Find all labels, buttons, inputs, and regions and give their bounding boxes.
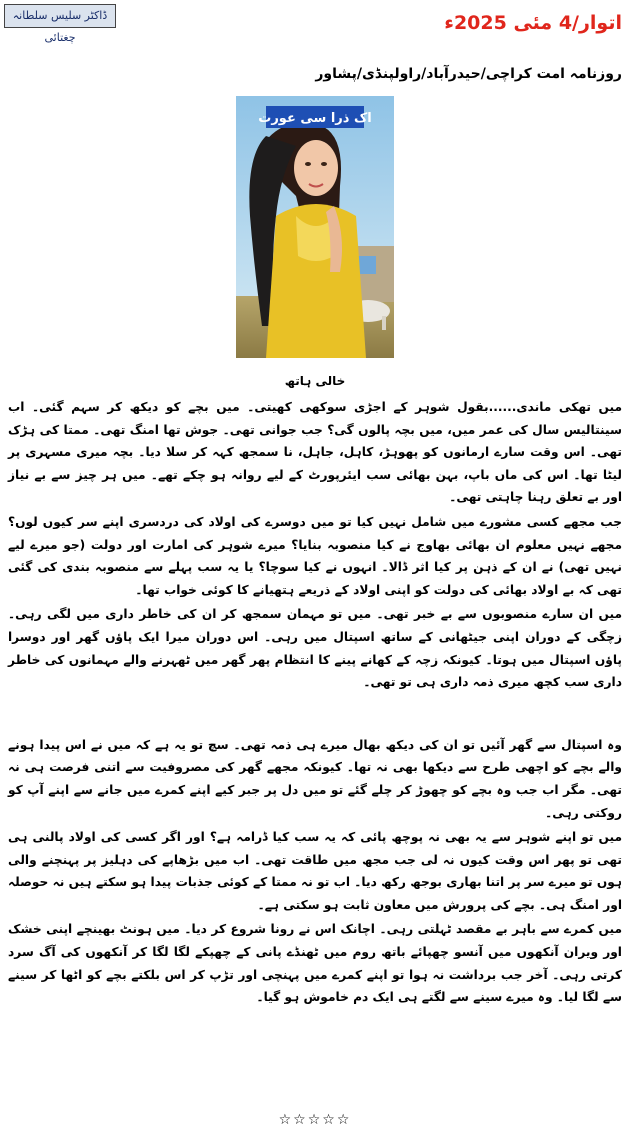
paragraph: میں تو اپنے شوہر سے یہ بھی نہ پوچھ پائی کہ یہ سب کیا ڈرامہ ہے؟ اور اگر کسی کی اولاد پالنی ہی تھی تو پھر اس وقت کیوں نہ لی جب مجھ میں طاقت تھی۔ اب میں بڑھاپے کی دہلیز پر پہنچنے والی ہوں تو میرے سر پر اتنا بھاری بوجھ رکھ دیا۔ اب تو نہ ممتا کے کوئی جذبات پیدا ہو سکتے ہیں نہ حوصلہ اور امنگ ہی۔ بچے کی پرورش میں معاون ثابت ہو سکتی ہے۔ [8,830,622,912]
paragraph: جب مجھے کسی مشورے میں شامل نہیں کیا تو میں دوسرے کی اولاد کی دردسری اپنے سر کیوں لوں؟ مجھے نہیں معلوم ان بھائی بھاوج نے کیا منصوبہ بنایا؟ میرے شوہر کی امارت اور دولت (جو میرے لیے نہیں تھی) نے ان کے ذہن پر کیا اثر ڈالا۔ انہوں نے کیا سوچا؟ یا یہ سب پہلے سے منصوبہ بندی کی گئی تھی کہ بے اولاد بھائی کی دولت کو اپنی اولاد کے ذریعے ہتھیانے کا کوئی خواب تھا۔ [8,514,622,597]
author-name-badge: ڈاکٹر سلیس سلطانہ چغتائی [4,4,116,28]
story-title: خالی ہاتھ [284,374,346,388]
book-cover-title: اک ذرا سی عورت [258,111,372,126]
story-body [8,396,622,1011]
publication-date: اتوار/4 مئی 2025ء [444,12,622,34]
paragraph: میں تھکی ماندی......بقول شوہر کے اجڑی سوکھی کھیتی۔ میں بچے کو دیکھ کر سہم گئی۔ اب سینتالیس سال کی عمر میں، میں بچہ پالوں گی؟ جب جوانی تھی۔ جوش تھا امنگ تھی۔ ممتا کی ہڑک تھی۔ اس وقت سارے ارمانوں کو پھوہڑ، کاہل، جاہل، نا سمجھ کہہ کر سلا دیا۔ بچہ میری مسہری پر لیٹا تھا۔ اس کی ماں باپ، بہن بھائی سب ایئرپورٹ کے لیے روانہ ہو چکے تھے۔ میں ہر چیز سے بے نیاز اور بے تعلق رہنا چاہتی تھی۔ [8,400,622,505]
book-cover-image [236,96,394,358]
paragraph: میں ان سارے منصوبوں سے بے خبر تھی۔ میں تو مہمان سمجھ کر ان کی خاطر داری میں لگی رہی۔ زچگی کے دوران اپنی جیٹھانی کے ساتھ اسپتال میں رہی۔ اس دوران میرا ایک پاؤں گھر اور دوسرا پاؤں اسپتال میں ہوتا۔ کیونکہ زچہ کے کھانے پینے کا انتظام پھر گھر میں ٹھہرنے والے مہمانوں کی خاطر داری سب کچھ میری ذمہ داری ہی تو تھی۔ [8,607,622,690]
section-end-stars: ☆☆☆☆☆ [278,1112,352,1128]
newspaper-source: روزنامہ امت کراچی/حیدرآباد/راولپنڈی/پشاور [315,66,622,82]
paragraph: وہ اسپتال سے گھر آئیں تو ان کی دیکھ بھال میرے ہی ذمہ تھی۔ سچ تو یہ ہے کہ میں نے اس پیدا ہونے والے بچے کو اچھی طرح سے دیکھا بھی نہ تھا۔ کیونکہ مجھے گھر کی مصروفیت سے اتنی فرصت ہی نہ تھی۔ مگر اب جب وہ بچے کو چھوڑ کر چلے گئے تو میں دل پر جبر کیے اپنے کمرے میں جانے سے اپنے آپ کو روکتی رہی۔ [8,737,622,820]
paragraph: میں کمرے سے باہر بے مقصد ٹہلتی رہی۔ اچانک اس نے رونا شروع کر دیا۔ میں ہونٹ بھینچے اپنی خشک اور ویران آنکھوں میں آنسو چھپائے باتھ روم میں ٹھنڈے پانی کے چھپکے لگا لگا کر آنکھوں کی آگ سرد کرتی رہی۔ آخر جب برداشت نہ ہوا تو اپنے کمرے میں پہنچی اور تڑپ کر اس بلکتے بچے کو اٹھا کر سینے سے لگا لیا۔ وہ میرے سینے سے لگتے ہی ایک دم خاموش ہو گیا۔ [8,922,622,1005]
